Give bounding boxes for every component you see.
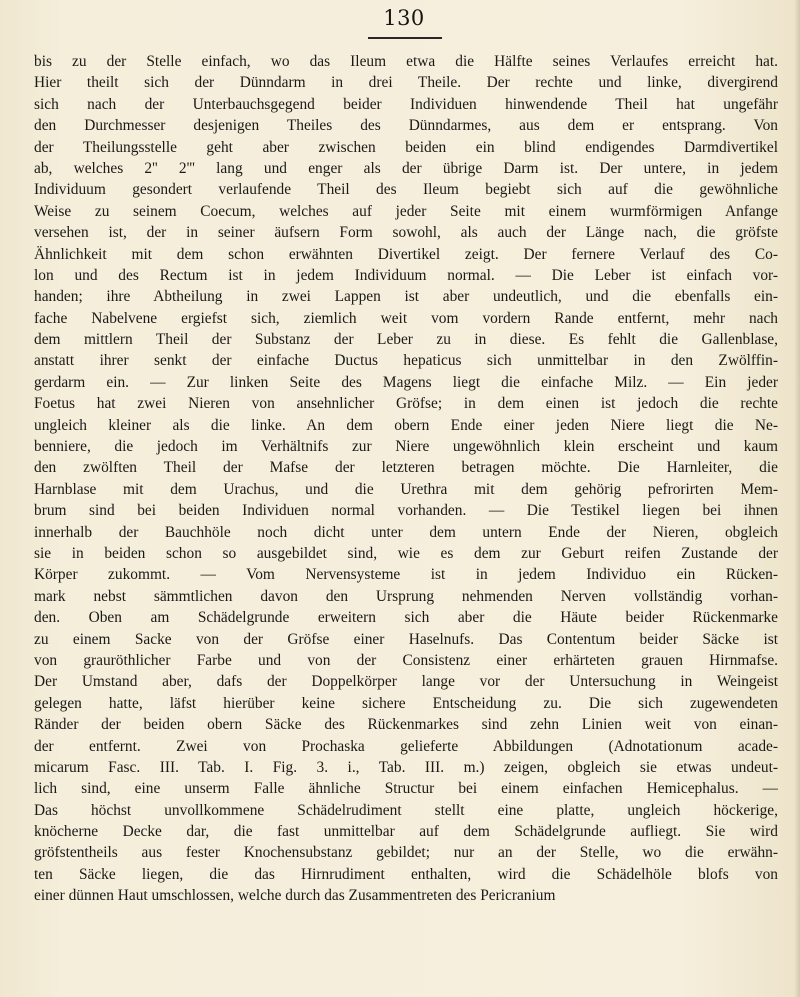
text-line: der entfernt. Zwei von Prochaska gelieferte Abbildungen (Adnotationum acade- [34,737,778,755]
text-line: einer dünnen Haut umschlossen, welche durch das Zusammentreten des Pericranium [34,887,556,905]
text-line: fache Nabelvene ergiefst sich, ziemlich weit vom vordern Rande entfernt, mehr nach [34,309,778,327]
text-line: gröfstentheils aus fester Knochensubstanz gebildet; nur an der Stelle, wo die erwähn- [34,844,778,862]
text-line: Hier theilt sich der Dünndarm in drei Theile. Der rechte und linke, divergirend [34,74,778,92]
text-line: Harnblase mit dem Urachus, und die Urethra mit dem gehörig pefrorirten Mem- [34,480,778,498]
text-line: innerhalb der Bauchhöle noch dicht unter dem untern Ende der Nieren, obgleich [34,523,778,541]
text-line: ungleich kleiner als die linke. An dem obern Ende einer jeden Niere liegt die Ne- [34,416,778,434]
text-line: sie in beiden schon so ausgebildet sind, wie es dem zur Geburt reifen Zustande der [34,544,778,562]
text-line: den Durchmesser desjenigen Theiles des Dünndarmes, aus dem er entsprang. Von [34,117,778,135]
body-text [34,51,778,907]
text-line: Ähnlichkeit mit dem schon erwähnten Divertikel zeigt. Der fernere Verlauf des Co- [34,245,778,263]
text-line: anstatt ihrer senkt der einfache Ductus hepaticus sich unmittelbar in den Zwölffin- [34,352,778,370]
text-line: Das höchst unvollkommene Schädelrudiment stellt eine platte, ungleich höckerige, [34,801,778,819]
text-line: dem mittlern Theil der Substanz der Leber zu in diese. Es fehlt die Gallenblase, [34,331,778,349]
text-line: Körper zukommt. — Vom Nervensysteme ist in jedem Individuo ein Rücken- [34,566,778,584]
text-line: knöcherne Decke dar, die fast unmittelbar auf dem Schädelgrunde aufliegt. Sie wird [34,823,778,841]
text-line: Der Umstand aber, dafs der Doppelkörper lange vor der Untersuchung in Weingeist [34,673,778,691]
text-line: brum sind bei beiden Individuen normal vorhanden. — Die Testikel liegen bei ihnen [34,502,778,520]
text-line: gerdarm ein. — Zur linken Seite des Magens liegt die einfache Milz. — Ein jeder [34,373,778,391]
text-line: micarum Fasc. III. Tab. I. Fig. 3. i., Tab. III. m.) zeigen, obgleich sie etwas undeut- [34,758,778,776]
text-line: der Theilungsstelle geht aber zwischen beiden ein blind endigendes Darmdivertikel [34,138,778,156]
text-line: lich sind, eine unserm Falle ähnliche Structur bei einem einfachen Hemicephalus. — [34,780,778,798]
text-line: bis zu der Stelle einfach, wo das Ileum etwa die Hälfte seines Verlaufes erreicht hat. [34,53,778,70]
text-line: Individuum gesondert verlaufende Theil des Ileum begiebt sich auf die gewöhnliche [34,181,778,199]
text-line: zu einem Sacke von der Gröfse einer Haselnufs. Das Contentum beider Säcke ist [34,630,778,648]
text-line: Weise zu seinem Coecum, welches auf jeder Seite mit einem wurmförmigen Anfange [34,202,778,220]
text-line: Foetus hat zwei Nieren von ansehnlicher Gröfse; in dem einen ist jedoch die rechte [34,395,778,413]
text-line: lon und des Rectum ist in jedem Individuum normal. — Die Leber ist einfach vor- [34,266,778,284]
text-line: gelegen hatte, läfst hierüber keine sichere Entscheidung zu. Die sich zugewendeten [34,694,778,712]
text-line: benniere, die jedoch im Verhältnifs zur Niere ungewöhnlich klein erscheint und kaum [34,438,778,456]
text-line: versehen ist, der in seiner äufsern Form sowohl, als auch der Länge nach, die gröfste [34,224,778,242]
text-line: den zwölften Theil der Mafse der letzteren betragen möchte. Die Harnleiter, die [34,459,778,477]
text-line: ten Säcke liegen, die das Hirnrudiment enthalten, wird die Schädelhöle blofs von [34,865,778,883]
page-number: 130 [383,6,425,30]
text-line: handen; ihre Abtheilung in zwei Lappen ist aber undeutlich, und die ebenfalls ein- [34,288,778,306]
text-line: sich nach der Unterbauchsgegend beider Individuen hinwendende Theil hat ungefähr [34,95,778,113]
text-line: Ränder der beiden obern Säcke des Rückenmarkes sind zehn Linien weit von einan- [34,716,778,734]
text-line: ab, welches 2'' 2''' lang und enger als der übrige Darm ist. Der untere, in jedem [34,159,778,177]
text-line: mark nebst sämmtlichen davon den Ursprung nehmenden Nerven vollständig vorhan- [34,587,778,605]
text-line: von grauröthlicher Farbe und von der Consistenz einer erhärteten grauen Hirnmafse. [34,651,778,669]
page-edge-shadow [794,0,800,997]
text-line: den. Oben am Schädelgrunde erweitern sich aber die Häute beider Rückenmarke [34,609,778,627]
header-rule [368,37,442,39]
